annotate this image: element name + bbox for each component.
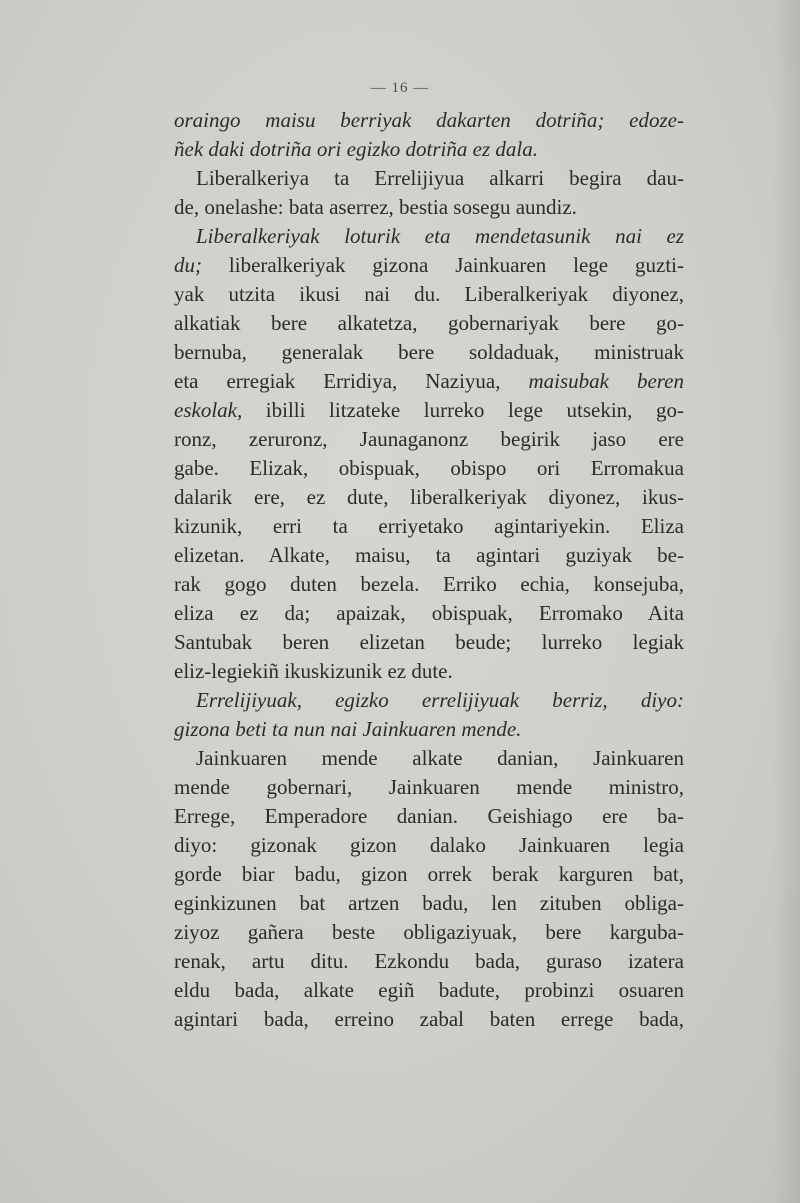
text-line [174,657,684,686]
text-line [174,802,684,831]
text-line [174,918,684,947]
text-line [174,947,684,976]
page-number: — 16 — [370,80,430,96]
text-line [174,251,684,280]
text-span: gorde biar badu, gizon orrek berak karguren bat, [174,862,684,886]
text-line [174,686,684,715]
text-span: ibilli litzateke lurreko lege utsekin, go- [242,398,684,422]
text-line [174,106,684,135]
text-line [174,193,684,222]
text-span: eliza ez da; apaizak, obispuak, Erromako Aita [174,601,684,625]
text-line [174,367,684,396]
text-line [174,976,684,1005]
text-span: Jainkuaren mende alkate danian, Jainkuaren [196,746,684,770]
text-line [174,512,684,541]
text-span: renak, artu ditu. Ezkondu bada, guraso izatera [174,949,684,973]
text-span: rak gogo duten bezela. Erriko echia, konsejuba, [174,572,684,596]
italic-text: maisubak beren [528,369,684,393]
text-line [174,338,684,367]
body-text [174,106,684,1034]
text-line [174,715,684,744]
text-span: ziyoz gañera beste obligaziyuak, bere karguba- [174,920,684,944]
text-span: eginkizunen bat artzen badu, len zituben obliga- [174,891,684,915]
text-line [174,454,684,483]
text-line [174,599,684,628]
italic-text: du; [174,253,202,277]
text-span: liberalkeriyak gizona Jainkuaren lege guzti- [202,253,684,277]
text-line [174,570,684,599]
italic-text: oraingo maisu berriyak dakarten dotriña; edoze- [174,108,684,132]
italic-text: Liberalkeriyak loturik eta mendetasunik nai ez [196,224,684,248]
italic-text: Errelijiyuak, egizko errelijiyuak berriz, diyo: [196,688,684,712]
text-line [174,396,684,425]
text-line [174,860,684,889]
text-line [174,1005,684,1034]
italic-text: eskolak, [174,398,243,422]
text-span: eta erregiak Erridiya, Naziyua, [174,369,529,393]
text-span: de, onelashe: bata aserrez, bestia sosegu aundiz. [174,195,577,219]
italic-text: gizona beti ta nun nai Jainkuaren mende. [174,717,522,741]
text-span: diyo: gizonak gizon dalako Jainkuaren legia [174,833,684,857]
text-line [174,309,684,338]
text-line [174,280,684,309]
text-span: mende gobernari, Jainkuaren mende ministro, [174,775,684,799]
text-line [174,425,684,454]
text-span: dalarik ere, ez dute, liberalkeriyak diyonez, ikus- [174,485,684,509]
text-line [174,628,684,657]
text-line [174,744,684,773]
text-span: gabe. Elizak, obispuak, obispo ori Erromakua [174,456,684,480]
text-line [174,135,684,164]
text-span: yak utzita ikusi nai du. Liberalkeriyak diyonez, [174,282,684,306]
text-line [174,222,684,251]
text-line [174,483,684,512]
text-span: eliz-legiekiñ ikuskizunik ez dute. [174,659,453,683]
text-line [174,831,684,860]
text-line [174,773,684,802]
text-line [174,541,684,570]
text-span: ronz, zeruronz, Jaunaganonz begirik jaso ere [174,427,684,451]
text-span: kizunik, erri ta erriyetako agintariyekin. Eliza [174,514,684,538]
text-line [174,164,684,193]
text-span: Errege, Emperadore danian. Geishiago ere ba- [174,804,684,828]
text-span: bernuba, generalak bere soldaduak, ministruak [174,340,684,364]
text-span: agintari bada, erreino zabal baten errege bada, [174,1007,684,1031]
text-span: eldu bada, alkate egiñ badute, probinzi osuaren [174,978,684,1002]
text-span: alkatiak bere alkatetza, gobernariyak bere go- [174,311,684,335]
text-span: Santubak beren elizetan beude; lurreko legiak [174,630,684,654]
italic-text: ñek daki dotriña ori egizko dotriña ez dala. [174,137,538,161]
text-span: elizetan. Alkate, maisu, ta agintari guziyak be- [174,543,684,567]
text-span: Liberalkeriya ta Errelijiyua alkarri begira dau- [196,166,684,190]
text-line [174,889,684,918]
